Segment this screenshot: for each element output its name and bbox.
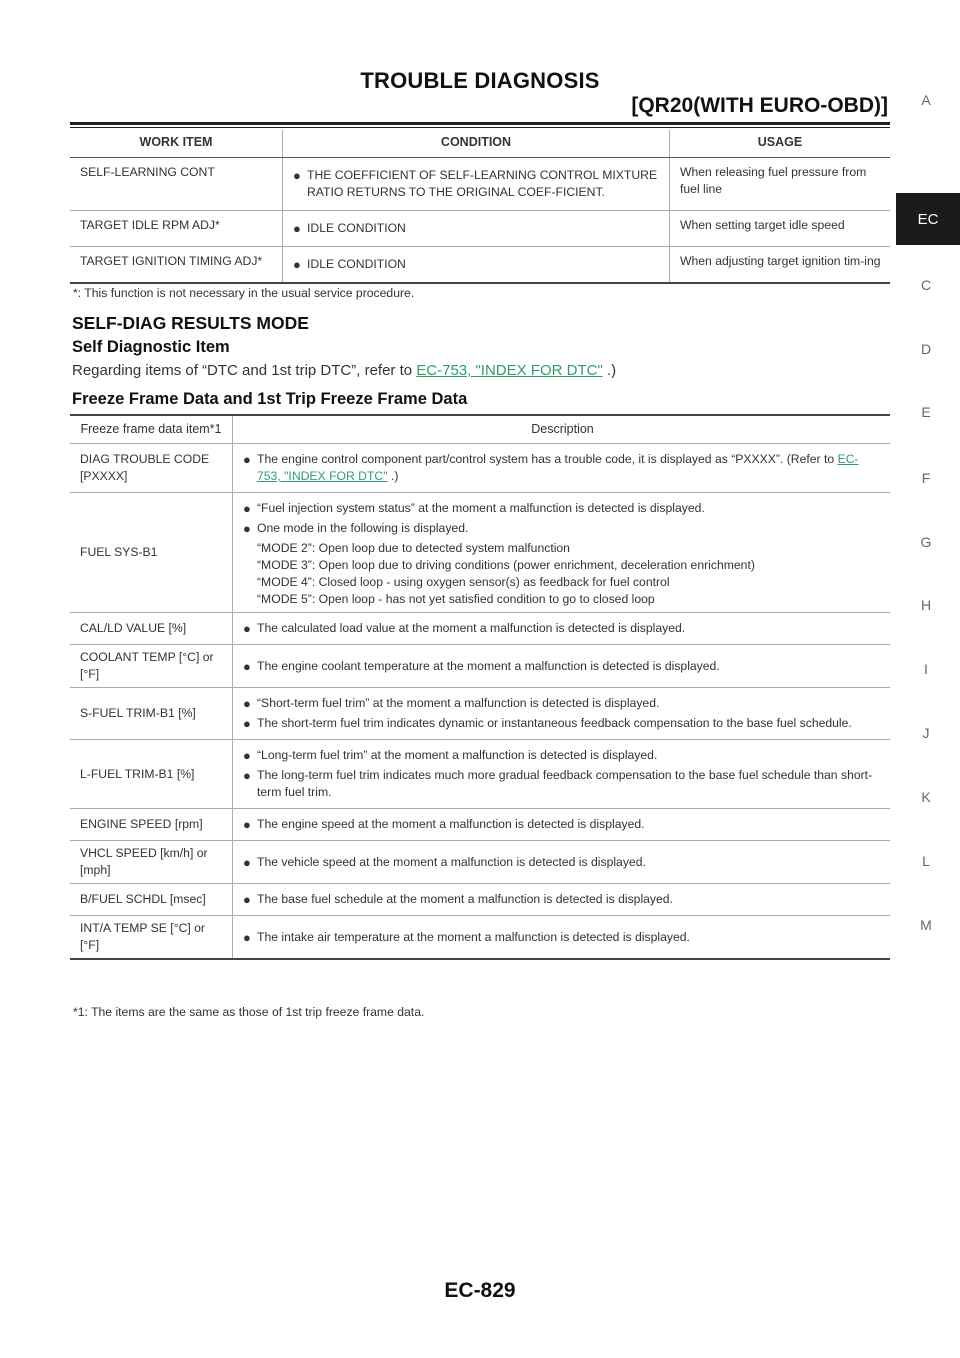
description-line: The engine control component part/control system has a trouble code, it is displayed as “PXXXX”. (Refer to xyxy=(257,452,835,466)
description-line: The long-term fuel trim indicates much more gradual feedback compensation to the base fuel schedule than short-term fuel trim. xyxy=(257,768,873,799)
condition-cell xyxy=(283,247,670,284)
table-row xyxy=(70,688,890,740)
freeze-table-note: *1: The items are the same as those of 1st trip freeze frame data. xyxy=(73,1005,425,1019)
work-item: TARGET IDLE RPM ADJ* xyxy=(70,211,283,247)
freeze-description xyxy=(233,493,891,613)
description-text xyxy=(257,620,685,637)
bullet-icon: ● xyxy=(243,521,251,536)
description-line: The vehicle speed at the moment a malfunction is detected is displayed. xyxy=(257,854,646,869)
description-line: The engine coolant temperature at the moment a malfunction is detected is displayed. xyxy=(257,658,720,673)
bullet-icon: ● xyxy=(243,716,251,731)
dtc-reference-paragraph xyxy=(72,362,616,379)
index-letter-c[interactable]: C xyxy=(920,277,932,293)
col-header-usage: USAGE xyxy=(670,130,891,158)
index-letter-g[interactable]: G xyxy=(920,534,932,550)
link-suffix: .) xyxy=(390,469,399,483)
description-text xyxy=(257,767,882,801)
description-text xyxy=(257,658,720,675)
freeze-item: INT/A TEMP SE [°C] or [°F] xyxy=(70,916,233,960)
description-line: “Long-term fuel trim” at the moment a malfunction is detected is displayed. xyxy=(257,748,658,762)
freeze-item: B/FUEL SCHDL [msec] xyxy=(70,884,233,916)
condition-cell xyxy=(283,211,670,247)
bullet-icon: ● xyxy=(243,929,251,945)
bullet-icon: ● xyxy=(243,501,251,516)
bullet-icon: ● xyxy=(243,817,251,832)
work-item-table xyxy=(70,130,890,284)
subsection-title-self-diag: Self Diagnostic Item xyxy=(72,338,230,356)
table-row xyxy=(70,645,890,688)
bullet-icon: ● xyxy=(243,658,251,674)
condition-text: IDLE CONDITION xyxy=(307,221,406,235)
table-row xyxy=(70,613,890,645)
freeze-item: FUEL SYS-B1 xyxy=(70,493,233,613)
index-letter-j[interactable]: J xyxy=(922,725,930,741)
table-row xyxy=(70,158,890,211)
description-line: The intake air temperature at the moment a malfunction is detected is displayed. xyxy=(257,929,690,944)
index-letter-i[interactable]: I xyxy=(924,661,928,677)
header-rule xyxy=(70,122,890,125)
freeze-description xyxy=(233,884,891,916)
freeze-item: VHCL SPEED [km/h] or [mph] xyxy=(70,841,233,884)
table-row xyxy=(70,493,890,613)
mode-line: “MODE 4”: Closed loop - using oxygen sensor(s) as feedback for fuel control xyxy=(257,575,670,589)
index-letter-e[interactable]: E xyxy=(921,404,931,420)
freeze-description xyxy=(233,740,891,809)
description-text xyxy=(257,816,645,833)
description-line: “Short-term fuel trim” at the moment a malfunction is detected is displayed. xyxy=(257,696,660,710)
freeze-description xyxy=(233,841,891,884)
freeze-description xyxy=(233,688,891,740)
freeze-item: L-FUEL TRIM-B1 [%] xyxy=(70,740,233,809)
bullet-icon: ● xyxy=(243,452,251,467)
work-item: TARGET IGNITION TIMING ADJ* xyxy=(70,247,283,284)
col-header-description: Description xyxy=(233,415,891,444)
condition-text: THE COEFFICIENT OF SELF-LEARNING CONTROL MIXTURE RATIO RETURNS TO THE ORIGINAL COEF-FICIENT. xyxy=(307,168,658,199)
usage: When releasing fuel pressure from fuel line xyxy=(670,158,891,211)
index-letter-h[interactable]: H xyxy=(920,597,932,613)
description-text xyxy=(257,891,673,908)
description-line: The base fuel schedule at the moment a malfunction is detected is displayed. xyxy=(257,892,673,906)
description-line: The engine speed at the moment a malfunction is detected is displayed. xyxy=(257,817,645,831)
freeze-frame-table xyxy=(70,414,890,960)
description-line: The calculated load value at the moment a malfunction is detected is displayed. xyxy=(257,621,686,635)
bullet-icon: ● xyxy=(293,168,301,183)
description-line: One mode in the following is displayed. xyxy=(257,521,469,535)
index-letter-l[interactable]: L xyxy=(922,853,930,869)
usage: When adjusting target ignition tim-ing xyxy=(670,247,891,284)
freeze-item: ENGINE SPEED [rpm] xyxy=(70,809,233,841)
description-text xyxy=(257,500,705,517)
table-row xyxy=(70,884,890,916)
table-row xyxy=(70,809,890,841)
freeze-description xyxy=(233,613,891,645)
work-item: SELF-LEARNING CONT xyxy=(70,158,283,211)
description-text xyxy=(257,715,852,732)
description-text xyxy=(257,695,659,712)
description-text xyxy=(257,854,646,871)
bullet-icon: ● xyxy=(293,257,301,272)
col-header-work-item: WORK ITEM xyxy=(70,130,283,158)
index-for-dtc-link[interactable]: EC-753, "INDEX FOR DTC" xyxy=(416,362,603,379)
description-line: “Fuel injection system status” at the moment a malfunction is detected is displayed. xyxy=(257,501,705,515)
index-letter-k[interactable]: K xyxy=(921,789,931,805)
bullet-icon: ● xyxy=(243,621,251,636)
freeze-description xyxy=(233,809,891,841)
paragraph-suffix: .) xyxy=(606,362,617,379)
table-row xyxy=(70,740,890,809)
description-text xyxy=(257,747,657,764)
condition-text: IDLE CONDITION xyxy=(307,257,406,271)
description-line: The short-term fuel trim indicates dynamic or instantaneous feedback compensation to the base fuel schedule. xyxy=(257,716,852,730)
mode-line: “MODE 5”: Open loop - has not yet satisfied condition to go to closed loop xyxy=(257,592,655,606)
table-row xyxy=(70,444,890,493)
table-row xyxy=(70,211,890,247)
bullet-icon: ● xyxy=(243,696,251,711)
condition-cell xyxy=(283,158,670,211)
description-text xyxy=(257,520,468,537)
freeze-description xyxy=(233,444,891,493)
usage: When setting target idle speed xyxy=(670,211,891,247)
bullet-icon: ● xyxy=(243,854,251,870)
header-rule-thin xyxy=(70,127,890,128)
freeze-description xyxy=(233,916,891,960)
work-table-note: *: This function is not necessary in the usual service procedure. xyxy=(73,286,415,300)
mode-line: “MODE 3”: Open loop due to driving conditions (power enrichment, deceleration enrichment) xyxy=(257,558,755,572)
freeze-item: COOLANT TEMP [°C] or [°F] xyxy=(70,645,233,688)
bullet-icon: ● xyxy=(243,768,251,783)
section-title: SELF-DIAG RESULTS MODE xyxy=(72,313,309,333)
page-title: TROUBLE DIAGNOSIS xyxy=(360,68,600,93)
description-text xyxy=(257,451,882,485)
bullet-icon: ● xyxy=(293,221,301,236)
table-row xyxy=(70,841,890,884)
description-text xyxy=(257,929,690,946)
paragraph-text: Regarding items of “DTC and 1st trip DTC”, refer to xyxy=(72,362,413,379)
bullet-icon: ● xyxy=(243,748,251,763)
index-letter-d[interactable]: D xyxy=(920,341,932,357)
mode-line: “MODE 2”: Open loop due to detected system malfunction xyxy=(257,541,570,555)
index-letter-f[interactable]: F xyxy=(921,470,931,486)
index-letter-a[interactable]: A xyxy=(921,92,931,108)
col-header-freeze-item: Freeze frame data item*1 xyxy=(70,415,233,444)
table-row xyxy=(70,247,890,284)
freeze-description xyxy=(233,645,891,688)
index-letter-m[interactable]: M xyxy=(920,917,932,933)
freeze-item: DIAG TROUBLE CODE [PXXXX] xyxy=(70,444,233,493)
index-tab-ec-active[interactable]: EC xyxy=(896,193,960,245)
subsection-title-freeze-frame: Freeze Frame Data and 1st Trip Freeze Frame Data xyxy=(72,390,468,408)
freeze-item: CAL/LD VALUE [%] xyxy=(70,613,233,645)
table-row xyxy=(70,916,890,960)
freeze-item: S-FUEL TRIM-B1 [%] xyxy=(70,688,233,740)
page-subtitle: [QR20(WITH EURO-OBD)] xyxy=(631,94,888,117)
page-number: EC-829 xyxy=(444,1279,516,1302)
index-for-dtc-link[interactable]: EC-753, "INDEX FOR DTC" xyxy=(257,452,859,483)
bullet-icon: ● xyxy=(243,892,251,907)
col-header-condition: CONDITION xyxy=(283,130,670,158)
